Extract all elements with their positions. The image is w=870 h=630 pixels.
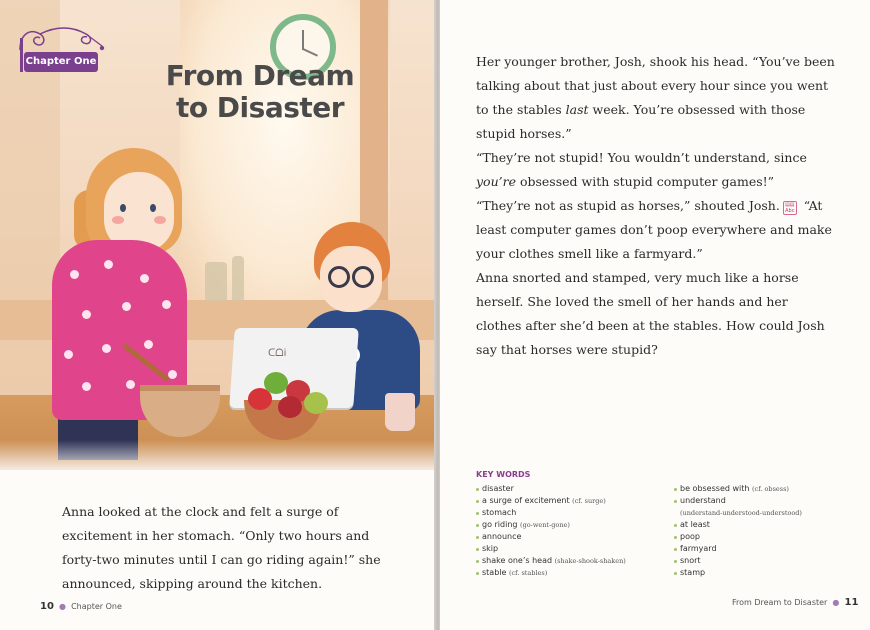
keyword-item: announce <box>476 531 672 543</box>
paragraph-2: “They’re not stupid! You wouldn’t understand, since you’re obsessed with stupid computer games!” <box>476 150 807 189</box>
right-page-number: 11 <box>844 597 859 608</box>
keyword-item: shake one’s head (shake-shook-shaken) <box>476 555 672 567</box>
keywords-list-left <box>476 483 672 579</box>
laptop-brand: ᑕᗝi <box>268 348 287 359</box>
keyword-item: understand <box>674 495 870 507</box>
keywords-heading: KEY WORDS <box>476 470 531 479</box>
keyword-item: skip <box>476 543 672 555</box>
keyword-item: snort <box>674 555 870 567</box>
scroll-ornament-icon <box>16 24 106 52</box>
keyword-item: disaster <box>476 483 672 495</box>
left-folio: 10 ● Chapter One <box>40 601 122 612</box>
keyword-item: stomach <box>476 507 672 519</box>
keyword-item: a surge of excitement (cf. surge) <box>476 495 672 507</box>
paragraph-4: Anna snorted and stamped, very much like a horse herself. She loved the smell of her hands and her clothes after she’d been at the stables. How could Josh say that horses were stupid? <box>476 270 825 357</box>
keyword-item: poop <box>674 531 870 543</box>
right-page <box>440 0 870 630</box>
keywords-list-right <box>674 483 870 579</box>
left-folio-label: Chapter One <box>71 602 122 611</box>
right-body-text <box>476 50 836 362</box>
keyword-note: (understand-understood-understood) <box>680 509 802 517</box>
keyword-item: stable (cf. stables) <box>476 567 672 579</box>
right-folio: From Dream to Disaster ● 11 <box>732 597 859 608</box>
paragraph-1: Her younger brother, Josh, shook his head. “You’ve been talking about that just about every hour since you went to the stables last week. You’re obsessed with those stupid horses.” <box>476 54 835 141</box>
boy-face <box>320 246 382 312</box>
keyword-item: at least <box>674 519 870 531</box>
chapter-badge: Chapter One <box>24 52 98 72</box>
title-line-2: to Disaster <box>175 91 345 124</box>
title-line-1: From Dream <box>165 59 355 92</box>
abc-audio-icon: ▤▤ Abc <box>783 201 797 215</box>
left-body-text: Anna looked at the clock and felt a surge of excitement in her stomach. “Only two hours and forty-two minutes until I can go riding again!” she announced, skipping around the kitchen. <box>62 504 381 591</box>
paragraph-3: “They’re not as stupid as horses,” shouted Josh. ▤▤ Abc “At least computer games don’t poop everywhere and make your clothes smell like a farmyard.” <box>476 198 832 261</box>
keyword-item: farmyard <box>674 543 870 555</box>
keyword-item: go riding (go-went-gone) <box>476 519 672 531</box>
right-folio-label: From Dream to Disaster <box>732 598 828 607</box>
left-page-number: 10 <box>40 601 54 612</box>
chapter-title <box>150 60 370 124</box>
keyword-item: stamp <box>674 567 870 579</box>
mug <box>385 393 415 431</box>
keyword-item: be obsessed with (cf. obsess) <box>674 483 870 495</box>
